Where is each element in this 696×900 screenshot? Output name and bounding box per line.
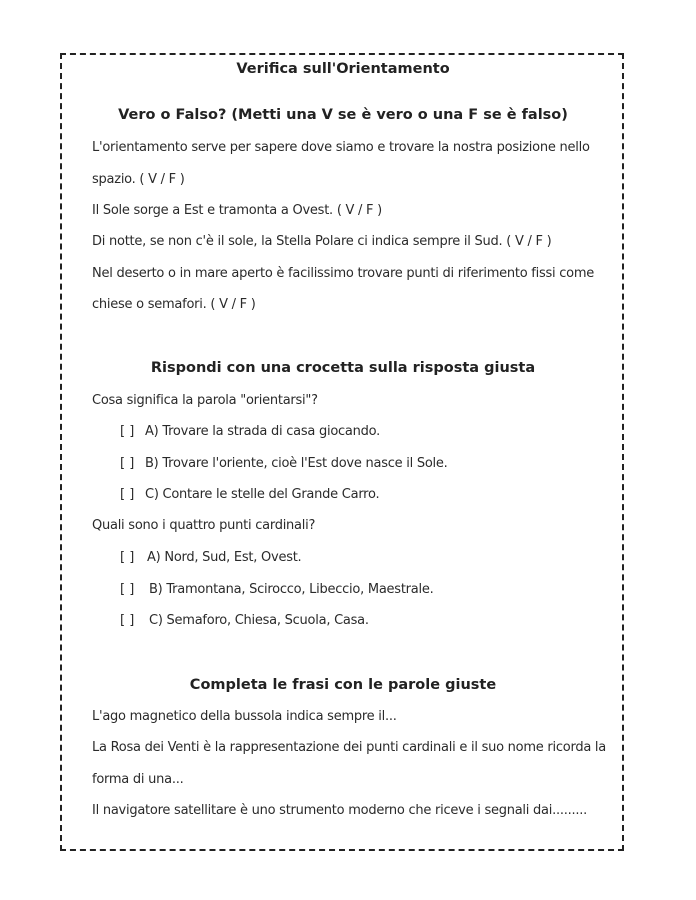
text-line: L'ago magnetico della bussola indica sempre il... (92, 709, 397, 724)
text-line: Di notte, se non c'è il sole, la Stella Polare ci indica sempre il Sud. ( V / F ) (92, 234, 552, 249)
answer-checkbox[interactable]: [ ] (120, 424, 135, 439)
answer-option: A) Nord, Sud, Est, Ovest. (147, 550, 302, 565)
section-heading-true-false: Vero o Falso? (Metti una V se è vero o una F se è falso) (118, 107, 568, 123)
answer-option: C) Semaforo, Chiesa, Scuola, Casa. (149, 613, 369, 628)
text-line: L'orientamento serve per sapere dove siamo e trovare la nostra posizione nello (92, 140, 590, 155)
section-heading-fill-in: Completa le frasi con le parole giuste (189, 677, 497, 693)
text-line: La Rosa dei Venti è la rappresentazione dei punti cardinali e il suo nome ricorda la (92, 740, 607, 755)
section-heading-multiple-choice: Rispondi con una crocetta sulla risposta giusta (150, 360, 536, 376)
text-line: spazio. ( V / F ) (92, 172, 185, 187)
question-text: Cosa significa la parola "orientarsi"? (92, 393, 318, 408)
text-line: chiese o semafori. ( V / F ) (92, 297, 256, 312)
answer-checkbox[interactable]: [ ] (120, 613, 135, 628)
text-line: Il navigatore satellitare è uno strumento moderno che riceve i segnali dai......... (92, 803, 588, 818)
text-line: Nel deserto o in mare aperto è facilissimo trovare punti di riferimento fissi come (92, 266, 595, 281)
answer-checkbox[interactable]: [ ] (120, 550, 135, 565)
answer-option: A) Trovare la strada di casa giocando. (145, 424, 380, 439)
answer-checkbox[interactable]: [ ] (120, 582, 135, 597)
answer-checkbox[interactable]: [ ] (120, 456, 135, 471)
text-line: forma di una... (92, 772, 184, 787)
text-line: Il Sole sorge a Est e tramonta a Ovest. ( V / F ) (92, 203, 382, 218)
answer-option: B) Trovare l'oriente, cioè l'Est dove nasce il Sole. (145, 456, 448, 471)
answer-option: B) Tramontana, Scirocco, Libeccio, Maestrale. (149, 582, 434, 597)
page-title: Verifica sull'Orientamento (236, 61, 450, 77)
answer-option: C) Contare le stelle del Grande Carro. (145, 487, 380, 502)
answer-checkbox[interactable]: [ ] (120, 487, 135, 502)
question-text: Quali sono i quattro punti cardinali? (92, 518, 316, 533)
